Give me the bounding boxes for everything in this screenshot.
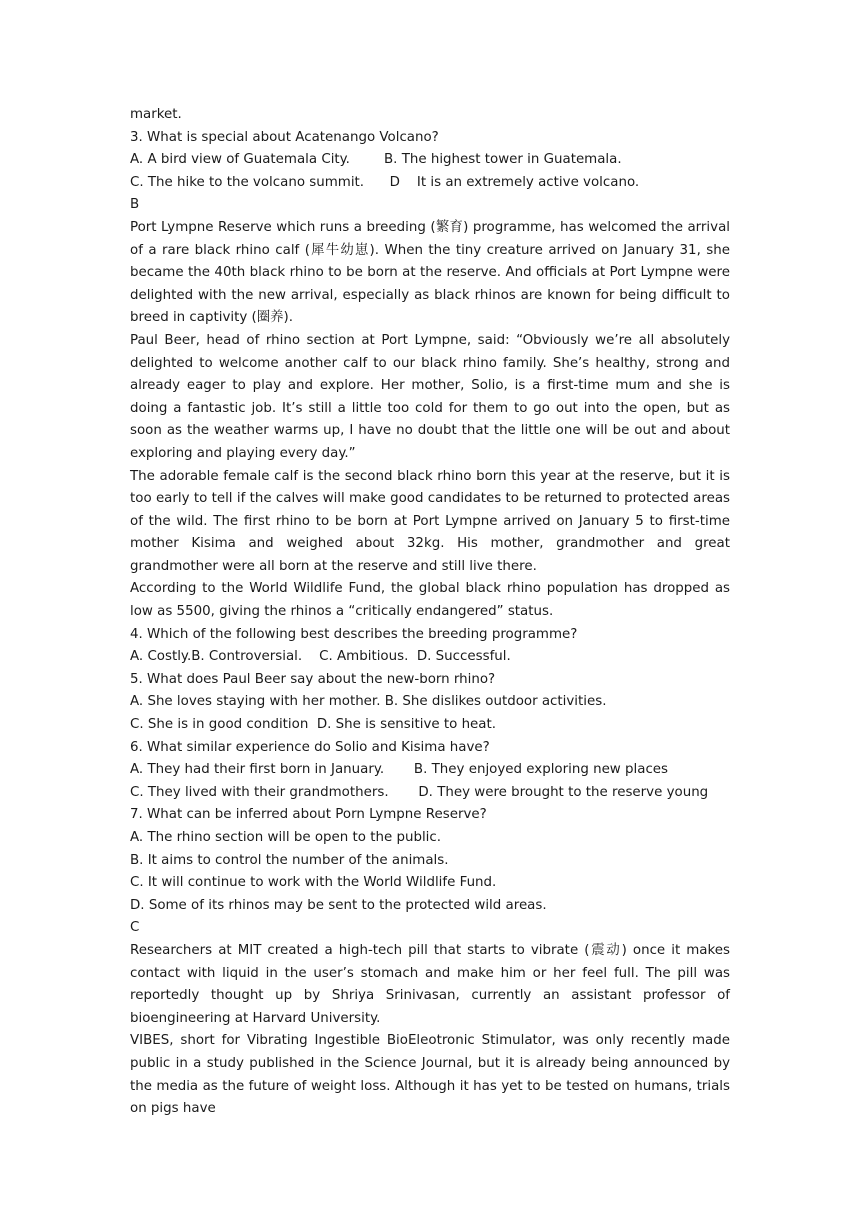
- question-7-option: C. It will continue to work with the World Wildlife Fund.: [130, 875, 497, 891]
- question-7: 7. What can be inferred about Porn Lympne Reserve?: [130, 807, 487, 823]
- question-4-options: A. Costly.B. Controversial. C. Ambitious. D. Successful.: [130, 649, 511, 665]
- question-5: 5. What does Paul Beer say about the new-born rhino?: [130, 671, 496, 687]
- question-3-options: C. The hike to the volcano summit. D It is an extremely active volcano.: [130, 174, 640, 190]
- question-7-option: B. It aims to control the number of the animals.: [130, 852, 449, 868]
- section-letter-c: C: [130, 920, 140, 936]
- question-3: 3. What is special about Acatenango Volcano?: [130, 129, 439, 145]
- question-5-options: A. She loves staying with her mother. B. She dislikes outdoor activities.: [130, 694, 607, 710]
- passage-paragraph: Paul Beer, head of rhino section at Port Lympne, said: “Obviously we’re all absolutely delighted to welcome another calf to our black rhino family. She’s healthy, strong and already eager to play and explore. Her mother, Solio, is a first-time mum and she is doing a fantastic job. It’s still a little too cold for them to go out into the open, but as soon as the weather warms up, I have no doubt that the little one will be out and about exploring and playing every day.”: [130, 332, 730, 461]
- passage-paragraph: Port Lympne Reserve which runs a breeding (繁育) programme, has welcomed the arrival of a rare black rhino calf (犀牛幼崽). When the tiny creature arrived on January 31, she became the 40th black rhino to be born at the reserve. And officials at Port Lympne were delighted with the new arrival, especially as black rhinos are known for being difficult to breed in captivity (圈养).: [130, 219, 730, 326]
- question-4: 4. Which of the following best describes the breeding programme?: [130, 626, 578, 642]
- section-letter-b: B: [130, 197, 140, 213]
- question-6-options: A. They had their first born in January. B. They enjoyed exploring new places: [130, 762, 669, 778]
- question-5-options: C. She is in good condition D. She is sensitive to heat.: [130, 717, 497, 733]
- question-6-options: C. They lived with their grandmothers. D. They were brought to the reserve young: [130, 784, 709, 800]
- passage-paragraph: According to the World Wildlife Fund, the global black rhino population has dropped as low as 5500, giving the rhinos a “critically endangered” status.: [130, 581, 730, 620]
- passage-paragraph: The adorable female calf is the second black rhino born this year at the reserve, but it is too early to tell if the calves will make good candidates to be returned to protected areas of the wild. The first rhino to be born at Port Lympne arrived on January 5 to first-time mother Kisima and weighed about 32kg. His mother, grandmother and great grandmother were all born at the reserve and still live there.: [130, 468, 730, 574]
- passage-paragraph: Researchers at MIT created a high-tech pill that starts to vibrate (震动) once it makes contact with liquid in the user’s stomach and make him or her feel full. The pill was reportedly thought up by Shriya Srinivasan, currently an assistant professor of bioengineering at Harvard University.: [130, 942, 730, 1026]
- question-6: 6. What similar experience do Solio and Kisima have?: [130, 739, 490, 755]
- document-page: [130, 104, 730, 1121]
- question-7-option: A. The rhino section will be open to the public.: [130, 830, 442, 845]
- passage-paragraph: VIBES, short for Vibrating Ingestible BioEleotronic Stimulator, was only recently made public in a study published in the Science Journal, but it is already being announced by the media as the future of weight loss. Although it has yet to be tested on humans, trials on pigs have: [130, 1033, 730, 1117]
- question-3-options: A. A bird view of Guatemala City. B. The highest tower in Guatemala.: [130, 152, 622, 168]
- text-line: market.: [130, 107, 182, 122]
- question-7-option: D. Some of its rhinos may be sent to the protected wild areas.: [130, 897, 547, 913]
